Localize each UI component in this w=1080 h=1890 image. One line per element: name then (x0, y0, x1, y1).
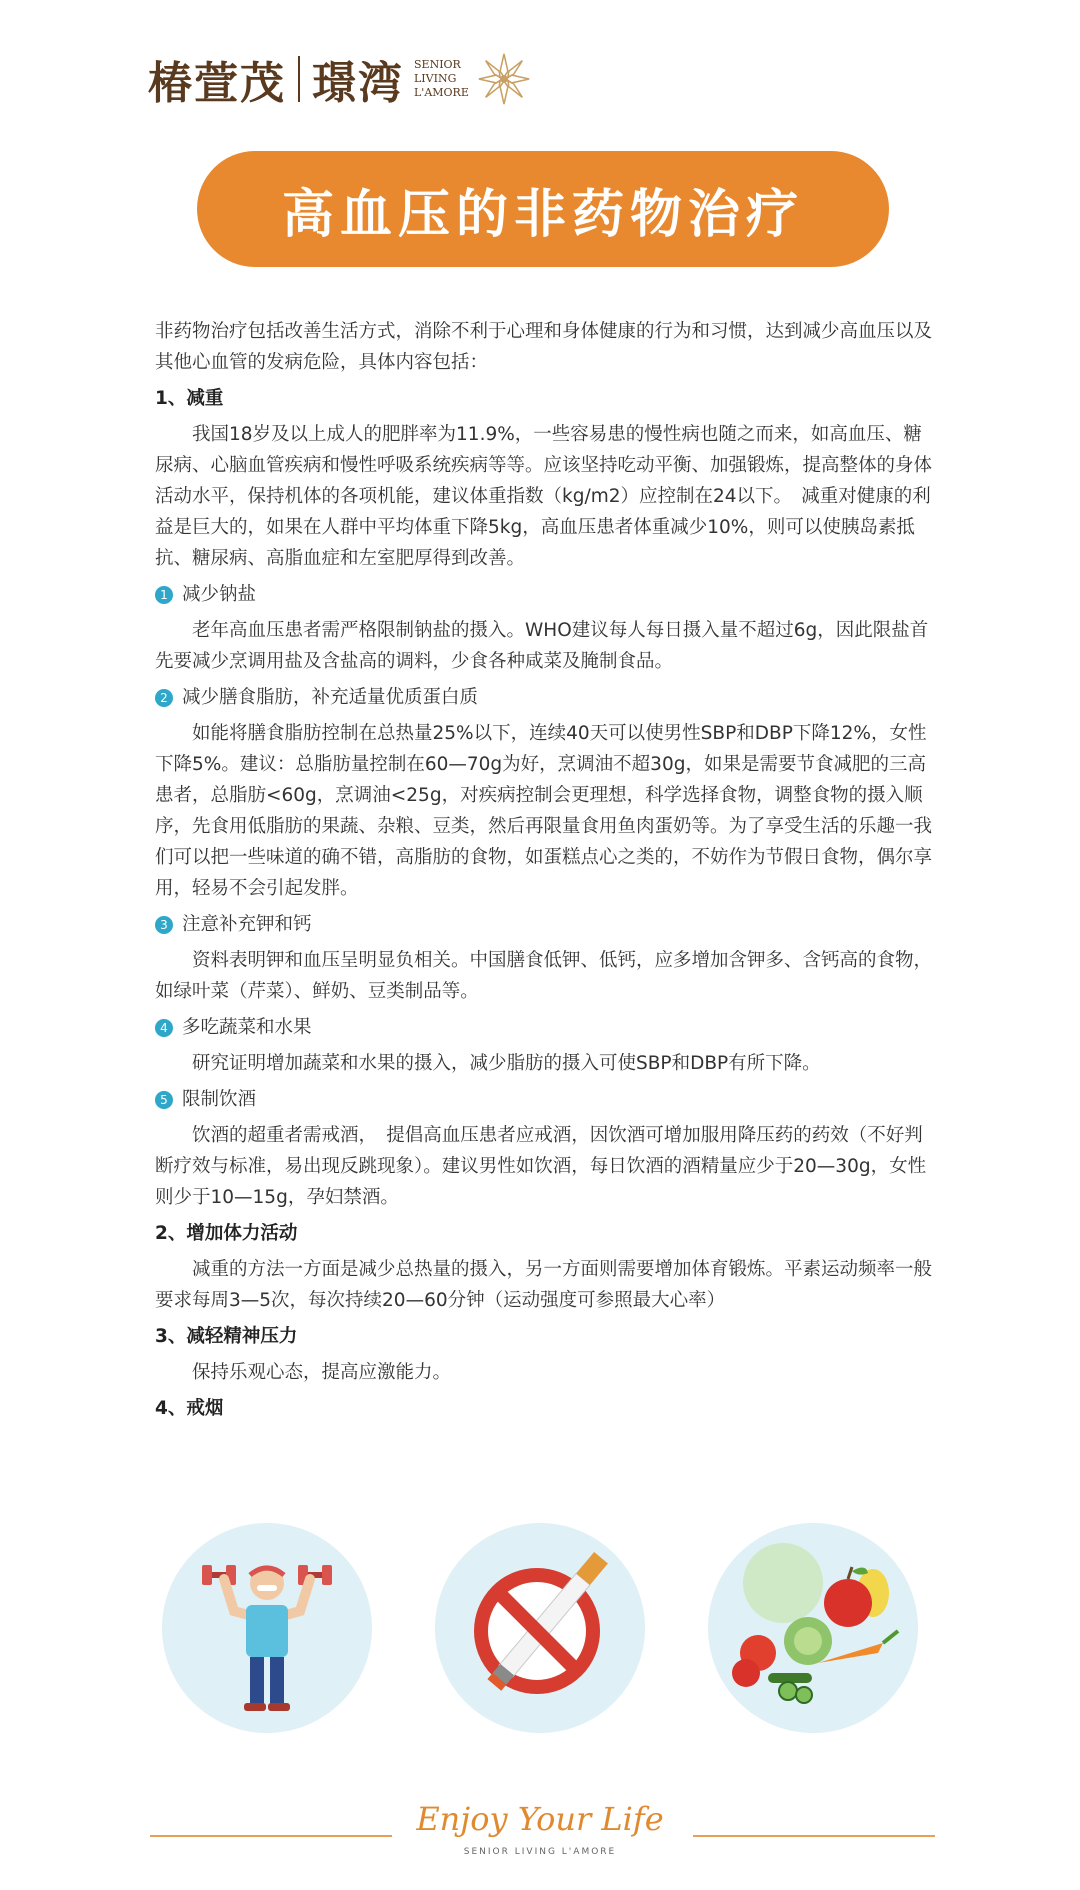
intro-paragraph: 非药物治疗包括改善生活方式，消除不利于心理和身体健康的行为和习惯，达到减少高血压以及其他心血管的发病危险，具体内容包括： (155, 321, 933, 373)
section-text-3: 保持乐观心态，提高应激能力。 (192, 1362, 452, 1383)
lotus-logo-icon (475, 50, 533, 108)
footer-subtitle: SENIOR LIVING L'AMORE (463, 1847, 617, 1857)
fruits-vegetables-icon (708, 1523, 918, 1733)
subitem-heading (155, 1084, 935, 1115)
subitem-heading (155, 682, 935, 713)
section-text-1: 我国18岁及以上成人的肥胖率为11.9%，一些容易患的慢性病也随之而来，如高血压、糖尿病、心脑血管疾病和慢性呼吸系统疾病等等。应该坚持吃动平衡、加强锻炼，提高整体的身体活动水平，保持机体的各项机能，建议体重指数（kg/m2）应控制在24以下。 减重对健康的利益是巨大的，如果在人群中平均体重下降5kg，高血压患者体重减少10%，则可以使胰岛素抵抗、糖尿病、高脂血症和左室肥厚得到改善。 (155, 424, 933, 569)
tagline-line: SENIOR (414, 58, 461, 71)
subitem-title: 多吃蔬菜和水果 (182, 1017, 312, 1038)
subitem-title: 限制饮酒 (182, 1089, 257, 1110)
brand-name-2: 璟湾 (312, 58, 404, 109)
brand-divider (298, 56, 300, 102)
number-badge-icon: 5 (155, 1091, 173, 1109)
number-badge-icon: 1 (155, 586, 173, 604)
subitem-title: 注意补充钾和钙 (182, 914, 312, 935)
exercise-illustration (162, 1523, 372, 1733)
page-title: 高血压的非药物治疗 (281, 183, 804, 245)
brand-tagline (414, 58, 469, 100)
subitem-text: 资料表明钾和血压呈明显负相关。中国膳食低钾、低钙，应多增加含钾多、含钙高的食物，如绿叶菜（芹菜）、鲜奶、豆类制品等。 (155, 950, 933, 1002)
section-heading-4: 4、戒烟 (155, 1398, 224, 1419)
tagline-line: LIVING (414, 72, 457, 85)
article-body (155, 316, 935, 1429)
subitem-text: 饮酒的超重者需戒酒， 提倡高血压患者应戒酒，因饮酒可增加服用降压药的药效（不好判断疗效与标准，易出现反跳现象）。建议男性如饮酒，每日饮酒的酒精量应少于20—30g，女性则少于10—15g，孕妇禁酒。 (155, 1125, 927, 1208)
subitem-heading (155, 909, 935, 940)
brand-header (148, 44, 533, 114)
subitem-text: 如能将膳食脂肪控制在总热量25%以下，连续40天可以使男性SBP和DBP下降12%，女性下降5%。建议：总脂肪量控制在60—70g为好，烹调油不超30g，如果是需要节食减肥的三高患者，总脂肪<60g，烹调油<25g，对疾病控制会更理想，科学选择食物，调整食物的摄入顺序，先食用低脂肪的果蔬、杂粮、豆类，然后再限量食用鱼肉蛋奶等。为了享受生活的乐趣一我们可以把一些味道的确不错，高脂肪的食物，如蛋糕点心之类的，不妨作为节假日食物，偶尔享用，轻易不会引起发胖。 (155, 723, 933, 899)
section-heading-1: 1、减重 (155, 388, 224, 409)
title-banner (197, 151, 889, 267)
brand-name-1: 椿萱茂 (148, 58, 286, 109)
number-badge-icon: 3 (155, 916, 173, 934)
footer-slogan: Enjoy Your Life (416, 1800, 664, 1838)
no-smoking-illustration (435, 1523, 645, 1733)
subitem-heading (155, 1012, 935, 1043)
number-badge-icon: 2 (155, 689, 173, 707)
fruits-illustration (708, 1523, 918, 1733)
section-heading-2: 2、增加体力活动 (155, 1223, 298, 1244)
section-heading-3: 3、减轻精神压力 (155, 1326, 298, 1347)
subitem-heading (155, 579, 935, 610)
subitem-title: 减少钠盐 (182, 584, 257, 605)
subitem-title: 减少膳食脂肪，补充适量优质蛋白质 (182, 687, 479, 708)
section-text-2: 减重的方法一方面是减少总热量的摄入，另一方面则需要增加体育锻炼。平素运动频率一般要求每周3—5次，每次持续20—60分钟（运动强度可参照最大心率） (155, 1259, 933, 1311)
subitem-text: 老年高血压患者需严格限制钠盐的摄入。WHO建议每人每日摄入量不超过6g，因此限盐首先要减少烹调用盐及含盐高的调料，少食各种咸菜及腌制食品。 (155, 620, 929, 672)
subitem-text: 研究证明增加蔬菜和水果的摄入，减少脂肪的摄入可使SBP和DBP有所下降。 (192, 1053, 821, 1074)
exercising-elder-icon (162, 1523, 372, 1733)
tagline-line: L'AMORE (414, 86, 469, 99)
number-badge-icon: 4 (155, 1019, 173, 1037)
no-smoking-icon (435, 1523, 645, 1733)
